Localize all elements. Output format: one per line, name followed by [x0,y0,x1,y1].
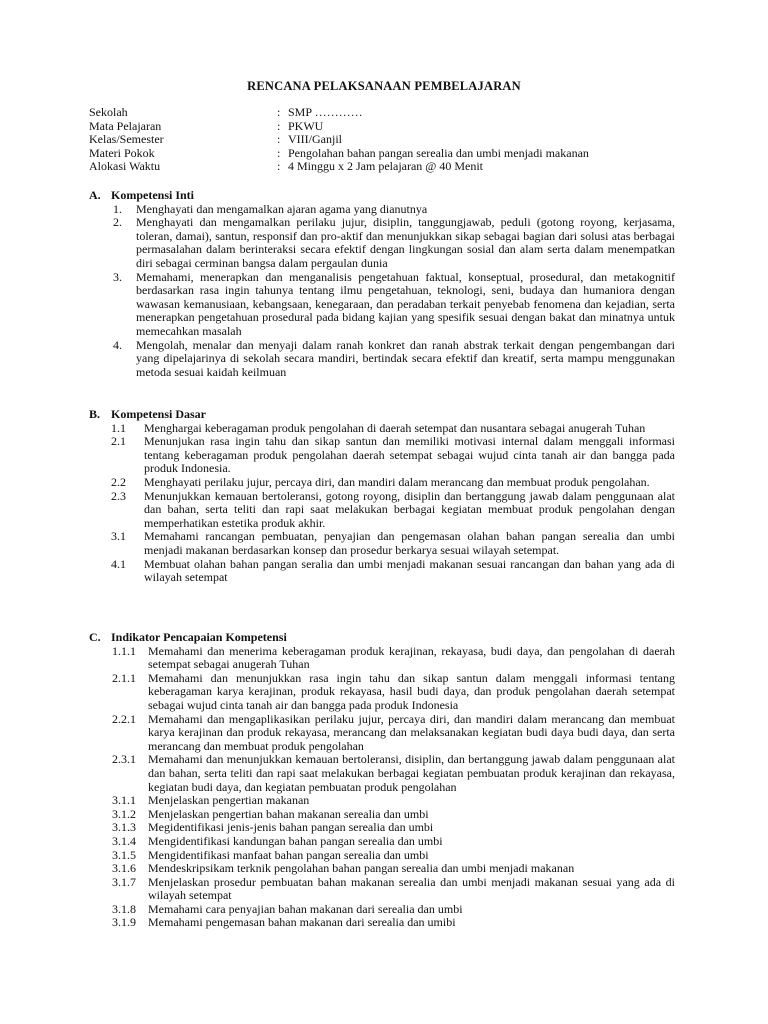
item-text: Memahami dan menunjukkan rasa ingin tahu dan sikap santun dalam menggali informasi tentang keberagaman karya kerajinan, produk rekayasa, hasil budi daya, dan produk pengolahan daerah setempat sebagai wujud cinta tanah air dan bangga pada produk Indonesia [148,670,675,712]
list-item [89,835,675,849]
list-item [89,876,675,903]
meta-value: PKWU [288,118,324,133]
list-item [89,435,675,476]
item-number: 3.1.3 [112,820,136,835]
item-number: 4. [113,337,122,352]
list-item [89,530,675,557]
meta-row-kelas-semester [89,133,689,147]
item-text: Megidentifikasi jenis-jenis bahan pangan serealia dan umbi [148,820,434,835]
item-number: 2.3.1 [112,752,136,767]
meta-label: Alokasi Waktu [89,159,161,174]
item-text: Memahami cara penyajian bahan makanan dari serealia dan umbi [148,901,463,916]
meta-value: 4 Minggu x 2 Jam pelajaran @ 40 Menit [288,159,484,174]
item-text: Menghayati perilaku jujur, percaya diri, dan mandiri dalam merancang dan membuat produk pengolahan. [144,474,650,489]
item-text: Menunjukan rasa ingin tahu dan sikap santun dan memiliki motivasi internal dalam menggali informasi tentang keberagaman produk pengolahan daerah setempat sebagai wujud cinta tanah air dan bangga pada produk Indonesia. [144,434,675,476]
list-item [89,672,675,713]
meta-colon: : [277,159,281,174]
meta-row-sekolah [89,106,689,120]
section-kompetensi-dasar [89,408,675,585]
section-letter: C. [89,630,101,644]
meta-row-alokasi-waktu [89,160,689,174]
item-text: Memahami rancangan pembuatan, penyajian dan pengemasan olahan bahan pangan serealia dan umbi menjadi makanan berdasarkan konsep dan prosedur berkarya sesuai wilayah setempat. [144,529,675,557]
meta-colon: : [277,145,281,160]
list-item [89,203,675,217]
item-text: Mendeskripsikam terknik pengolahan bahan pangan serealia dan umbi menjadi makanan [148,861,575,876]
item-text: Memahami dan menerima keberagaman produk kerajinan, rekayasa, budi daya, dan pengolahan di daerah setempat sebagai anugerah Tuhan [148,643,675,672]
item-number: 3. [113,269,122,284]
meta-value: SMP ………… [288,105,363,119]
item-number: 3.1.8 [112,901,136,916]
item-number: 2.1 [111,434,126,449]
item-text: Mengidentifikasi manfaat bahan pangan serealia dan umbi [148,847,429,862]
item-text: Memahami, menerapkan dan menganalisis pengetahuan faktual, konseptual, prosedural, dan metakognitif berdasarkan rasa ingin tahunya tentang ilmu pengetahuan, teknologi, seni, budaya dan humaniora dengan wawasan kemanusiaan, kebangsaan, kenegaraan, dan peradaban terkait penyebab fenomena dan kejadian, serta menerapkan pengetahuan prosedural pada bidang kajian yang spesifik sesuai dengan bakat dan minatnya untuk memecahkan masalah [136,269,675,338]
section-indikator-pencapaian [89,631,675,930]
list-item [89,645,675,672]
list-item [89,490,675,531]
meta-label: Materi Pokok [89,145,155,160]
item-number: 2.2 [111,474,126,489]
meta-value: Pengolahan bahan pangan serealia dan umbi menjadi makanan [288,145,589,160]
item-number: 3.1.6 [112,861,136,876]
list-item [89,862,675,876]
meta-row-materi-pokok [89,147,689,161]
section-letter: A. [89,188,101,202]
list-item [89,476,675,490]
section-title: Indikator Pencapaian Kompetensi [111,630,287,644]
item-text: Menunjukkan kemauan bertoleransi, gotong royong, disiplin dan bertanggung jawab dalam penggunaan alat dan bahan, serta teliti dan rapi saat melakukan berbagai kegiatan membuat produk pengolahan dengan memperhatikan estetika produk akhir. [144,488,675,530]
section-letter: B. [89,407,101,421]
item-number: 2.2.1 [112,711,136,726]
section-heading [89,189,675,203]
item-number: 2. [113,215,122,230]
item-text: Mengolah, menalar dan menyaji dalam ranah konkret dan ranah abstrak terkait dengan pengembangan dari yang dipelajarinya di sekolah secara mandiri, bertindak secara efektif dan kreatif, serta mampu menggunakan metoda sesuai kaidah keilmuan [136,337,675,379]
item-number: 1.1.1 [112,643,136,658]
item-text: Menghayati dan mengamalkan perilaku jujur, disiplin, tanggungjawab, peduli (gotong royong, kerjasama, toleran, damai), santun, responsif dan pro-aktif dan menunjukkan sikap sebagai bagian dari solusi atas berbagai permasalahan dalam berinteraksi secara efektif dengan lingkungan sosial dan alam serta dalam menempatkan diri sebagai cerminan bangsa dalam pergaulan dunia [136,215,675,270]
section-kompetensi-inti [89,189,675,379]
list-item [89,849,675,863]
item-text: Membuat olahan bahan pangan seralia dan umbi menjadi makanan sesuai rancangan dan bahan yang ada di wilayah setempat [144,556,675,585]
meta-colon: : [277,118,281,133]
list-item [89,821,675,835]
item-number: 1. [113,201,122,216]
meta-label: Sekolah [89,105,128,119]
item-number: 3.1.2 [112,806,136,821]
list-item [89,271,675,339]
section-title: Kompetensi Dasar [111,407,206,421]
meta-value: VIII/Ganjil [288,132,342,147]
list-item [89,339,675,380]
item-text: Menghargai keberagaman produk pengolahan di daerah setempat dan nusantara sebagai anugerah Tuhan [144,420,646,435]
item-text: Memahami pengemasan bahan makanan dari serealia dan umibi [148,915,456,930]
meta-colon: : [277,105,281,119]
list-item [89,794,675,808]
identity-table [89,106,689,174]
item-text: Menjelaskan prosedur pembuatan bahan makanan serealia dan umbi menjadi makanan sesuai yang ada di wilayah setempat [148,874,675,903]
meta-label: Mata Pelajaran [89,118,162,133]
item-number: 2.1.1 [112,670,136,685]
list-item [89,753,675,794]
list-item [89,713,675,754]
list-item [89,558,675,585]
item-text: Mengidentifikasi kandungan bahan pangan serealia dan umbi [148,833,443,848]
item-number: 3.1 [111,529,126,544]
section-heading [89,408,675,422]
item-number: 3.1.9 [112,915,136,930]
list-item [89,422,675,436]
list-item [89,903,675,917]
item-text: Memahami dan mengaplikasikan perilaku jujur, percaya diri, dan mandiri dalam merancang dan membuat karya kerajinan dan produk rekayasa, merancang dan melaksanakan kegiatan budi daya budi daya, dan serta merancang dan membuat produk pengolahan [148,711,675,753]
list-item [89,216,675,270]
meta-colon: : [277,132,281,147]
meta-row-mata-pelajaran [89,120,689,134]
section-heading [89,631,675,645]
item-number: 3.1.4 [112,833,136,848]
list-item [89,808,675,822]
item-number: 4.1 [111,556,126,571]
section-title: Kompetensi Inti [111,188,195,202]
item-number: 3.1.1 [112,793,136,808]
item-text: Menjelaskan pengertian bahan makanan serealia dan umbi [148,806,429,821]
meta-label: Kelas/Semester [89,132,164,147]
item-text: Menghayati dan mengamalkan ajaran agama yang dianutnya [136,201,428,216]
item-text: Memahami dan menunjukkan kemauan bertoleransi, disiplin, dan bertanggung jawab dalam penggunaan alat dan bahan, serta teliti dan rapi saat melakukan berbagai kegiatan pembuatan produk kerajinan dan rekayasa, kegiatan budi daya, dan kegiatan pembuatan produk pengolahan [148,752,675,794]
item-number: 3.1.5 [112,847,136,862]
document-title: RENCANA PELAKSANAAN PEMBELAJARAN [247,79,521,93]
item-text: Menjelaskan pengertian makanan [148,793,310,808]
item-number: 2.3 [111,488,126,503]
list-item [89,916,675,930]
item-number: 3.1.7 [112,874,136,889]
item-number: 1.1 [111,420,126,435]
